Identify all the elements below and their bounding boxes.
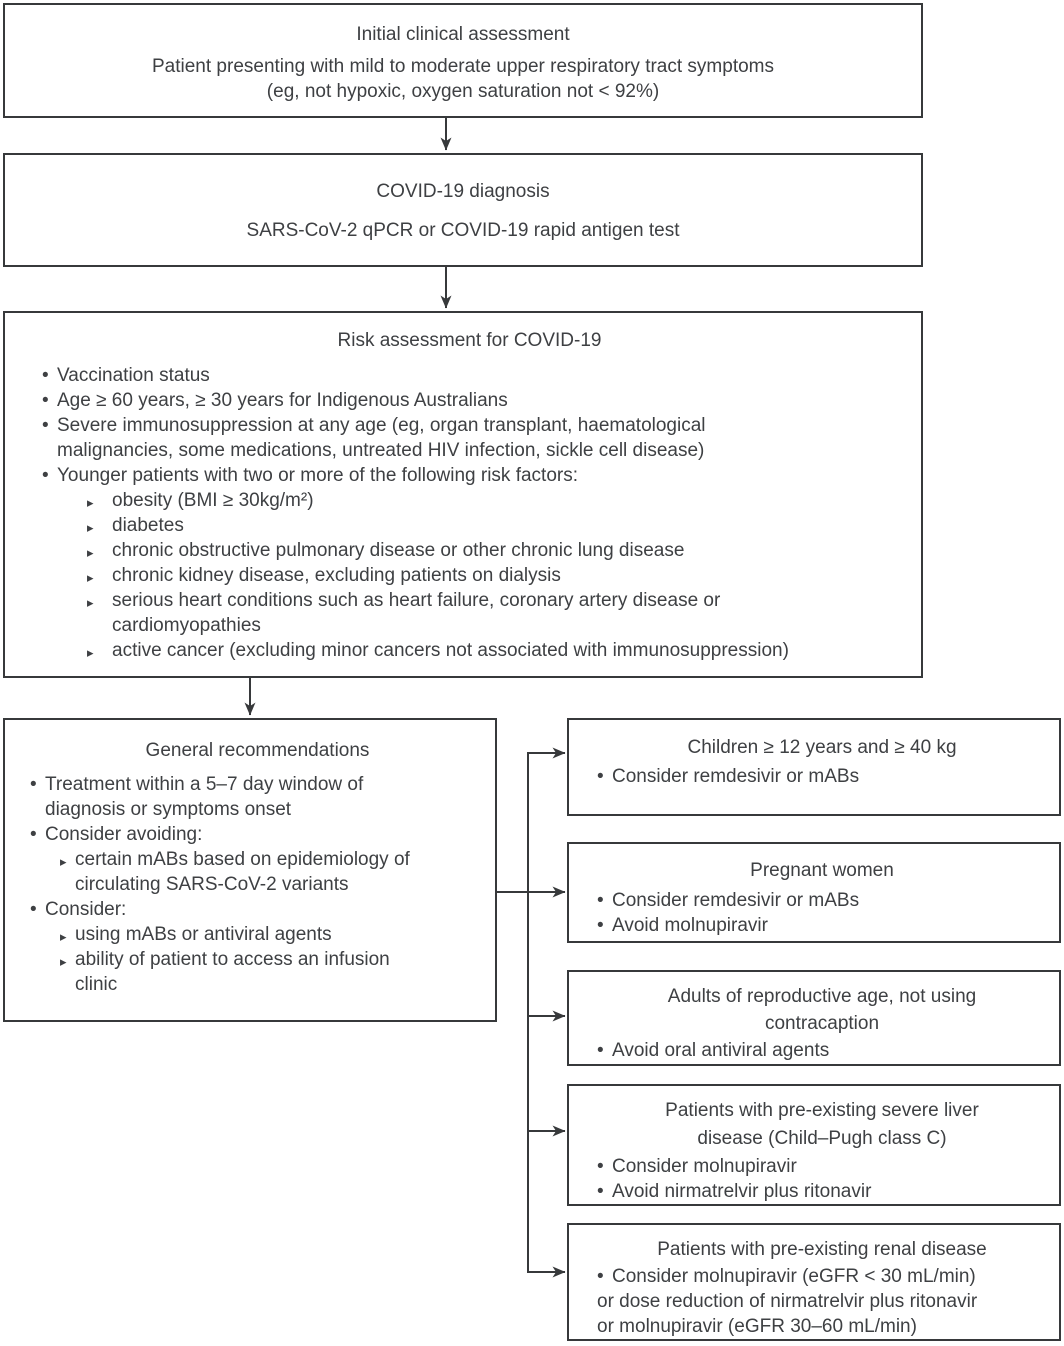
list-item-text: Consider: xyxy=(45,899,127,920)
bullet-icon: • xyxy=(42,390,49,411)
list-item xyxy=(597,1179,1047,1204)
triangle-bullet-icon: ▸ xyxy=(87,570,94,585)
sub-list-item xyxy=(60,922,485,947)
triangle-bullet-icon: ▸ xyxy=(87,495,94,510)
bullet-icon: • xyxy=(597,766,604,787)
list-item-text: malignancies, some medications, untreated HIV infection, sickle cell disease) xyxy=(57,440,705,461)
bullet-icon: • xyxy=(597,1266,604,1287)
list-item-text: using mABs or antiviral agents xyxy=(75,924,332,945)
box-title: Children ≥ 12 years and ≥ 40 kg xyxy=(687,737,957,758)
bullet-icon: • xyxy=(597,915,604,936)
list-item xyxy=(30,897,485,922)
list-item-text: active cancer (excluding minor cancers not associated with immunosuppression) xyxy=(112,640,789,661)
list-item-text: clinic xyxy=(75,974,118,995)
box-title: disease (Child–Pugh class C) xyxy=(697,1128,947,1149)
list-item xyxy=(597,764,1047,789)
triangle-bullet-icon: ▸ xyxy=(87,595,94,610)
bullet-icon: • xyxy=(597,890,604,911)
sub-list-item xyxy=(87,488,897,513)
list-item-text: or dose reduction of nirmatrelvir plus ritonavir xyxy=(597,1291,978,1312)
list-item xyxy=(597,1038,1047,1063)
triangle-bullet-icon: ▸ xyxy=(87,520,94,535)
liver-disease-box xyxy=(567,1084,1061,1206)
risk-assessment-box xyxy=(3,311,923,678)
list-item xyxy=(597,913,1047,938)
list-item-text: certain mABs based on epidemiology of xyxy=(75,849,410,870)
covid-diagnosis-box xyxy=(3,153,923,267)
list-item xyxy=(597,1264,1047,1339)
bullet-icon: • xyxy=(30,899,37,920)
box-title: General recommendations xyxy=(145,740,370,761)
list-item xyxy=(30,772,485,822)
box-text-line: (eg, not hypoxic, oxygen saturation not < 92%) xyxy=(266,81,660,102)
sub-list-item xyxy=(87,538,897,563)
box-text-line: SARS-CoV-2 qPCR or COVID-19 rapid antigen test xyxy=(246,220,680,241)
list-item-text: chronic obstructive pulmonary disease or other chronic lung disease xyxy=(112,540,685,561)
list-item-text: or molnupiravir (eGFR 30–60 mL/min) xyxy=(597,1316,917,1337)
triangle-bullet-icon: ▸ xyxy=(87,645,94,660)
list-item-text: Consider molnupiravir xyxy=(612,1156,797,1177)
list-item-text: Age ≥ 60 years, ≥ 30 years for Indigenous Australians xyxy=(57,390,508,411)
reproductive-age-box xyxy=(567,970,1061,1066)
list-item-text: Consider remdesivir or mABs xyxy=(612,766,860,787)
bullet-icon: • xyxy=(30,824,37,845)
list-item xyxy=(42,388,897,413)
list-item-text: Avoid molnupiravir xyxy=(612,915,768,936)
list-item xyxy=(42,413,897,463)
list-item-text: Severe immunosuppression at any age (eg, organ transplant, haematological xyxy=(57,415,706,436)
list-item-text: Consider molnupiravir (eGFR < 30 mL/min) xyxy=(612,1266,976,1287)
children-box xyxy=(567,718,1061,816)
sub-list-item xyxy=(60,847,485,897)
list-item-text: Vaccination status xyxy=(57,365,210,386)
bullet-icon: • xyxy=(42,465,49,486)
bullet-icon: • xyxy=(42,365,49,386)
sub-list-item xyxy=(87,513,897,538)
triangle-bullet-icon: ▸ xyxy=(60,954,67,969)
bullet-icon: • xyxy=(597,1156,604,1177)
list-item-text: Treatment within a 5–7 day window of xyxy=(45,774,364,795)
box-title: Patients with pre-existing renal disease xyxy=(657,1239,987,1260)
triangle-bullet-icon: ▸ xyxy=(60,854,67,869)
general-recommendations-box xyxy=(3,718,497,1022)
triangle-bullet-icon: ▸ xyxy=(60,929,67,944)
box-title: Pregnant women xyxy=(750,860,894,881)
list-item-text: Consider remdesivir or mABs xyxy=(612,890,860,911)
sub-list-item xyxy=(87,563,897,588)
list-item-text: cardiomyopathies xyxy=(112,615,261,636)
list-item-text: chronic kidney disease, excluding patients on dialysis xyxy=(112,565,561,586)
list-item-text: obesity (BMI ≥ 30kg/m²) xyxy=(112,490,314,511)
pregnant-women-box xyxy=(567,842,1061,943)
sub-list-item xyxy=(87,588,897,638)
list-item-text: serious heart conditions such as heart failure, coronary artery disease or xyxy=(112,590,721,611)
box-title: Initial clinical assessment xyxy=(356,24,570,45)
list-item-text: Consider avoiding: xyxy=(45,824,203,845)
list-item-text: circulating SARS-CoV-2 variants xyxy=(75,874,349,895)
list-item-text: Avoid oral antiviral agents xyxy=(612,1040,830,1061)
list-item xyxy=(597,1154,1047,1179)
bullet-icon: • xyxy=(30,774,37,795)
list-item xyxy=(42,463,897,488)
box-text-line: Patient presenting with mild to moderate upper respiratory tract symptoms xyxy=(152,56,774,77)
box-title: Patients with pre-existing severe liver xyxy=(665,1100,979,1121)
list-item xyxy=(597,888,1047,913)
list-item-text: diagnosis or symptoms onset xyxy=(45,799,292,820)
sub-list-item xyxy=(87,638,897,663)
list-item xyxy=(42,363,897,388)
list-item-text: Younger patients with two or more of the following risk factors: xyxy=(57,465,578,486)
list-item xyxy=(30,822,485,847)
box-title: Risk assessment for COVID-19 xyxy=(337,330,602,351)
box-title: COVID-19 diagnosis xyxy=(376,181,550,202)
triangle-bullet-icon: ▸ xyxy=(87,545,94,560)
renal-disease-box xyxy=(567,1223,1061,1341)
bullet-icon: • xyxy=(597,1181,604,1202)
list-item-text: ability of patient to access an infusion xyxy=(75,949,390,970)
box-title: contracaption xyxy=(764,1013,880,1034)
initial-assessment-box xyxy=(3,3,923,118)
list-item-text: Avoid nirmatrelvir plus ritonavir xyxy=(612,1181,872,1202)
sub-list-item xyxy=(60,947,485,997)
list-item-text: diabetes xyxy=(112,515,184,536)
box-title: Adults of reproductive age, not using xyxy=(667,986,977,1007)
bullet-icon: • xyxy=(42,415,49,436)
bullet-icon: • xyxy=(597,1040,604,1061)
